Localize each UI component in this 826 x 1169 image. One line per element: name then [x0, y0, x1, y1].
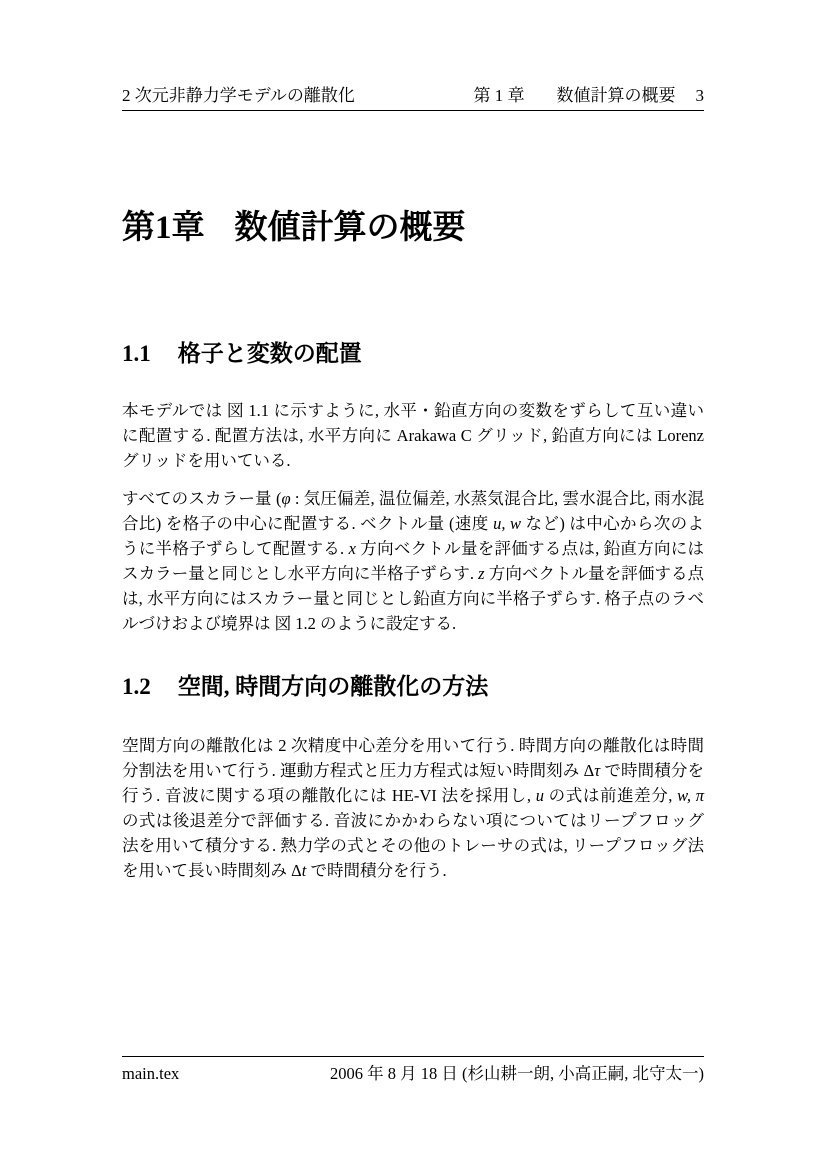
text-run: 空間方向の離散化は 2 次精度中心差分を用いて行う. 時間方向の離散化は時間分割法を用いて行う. 運動方程式と圧力方程式は短い時間刻み — [122, 736, 704, 780]
header-rule — [122, 110, 704, 111]
text-run: : 気圧偏差, 温位偏差, 水蒸気混合比, 雲水混合比, 雨水混合比) を格子の中心に配置する. ベクトル量 (速度 — [122, 489, 704, 533]
footer-filename: main.tex — [122, 1064, 180, 1083]
body-paragraph — [122, 486, 704, 636]
math-variable: w, π — [677, 786, 705, 805]
text-run: の式は前進差分, — [543, 786, 678, 805]
text-run: など) は中心から次のように半格子ずらして配置する. — [122, 514, 704, 558]
header-right-group — [474, 85, 705, 107]
text-run: Δ — [583, 761, 595, 780]
section-heading-1-2 — [122, 672, 704, 702]
math-variable: τ — [594, 761, 601, 780]
header-chapter-title: 数値計算の概要 — [556, 86, 676, 105]
math-variable: z — [478, 564, 485, 583]
math-variable: x — [348, 539, 356, 558]
math-variable: u, w — [493, 514, 522, 533]
page-number: 3 — [695, 86, 704, 105]
math-variable: u — [535, 786, 544, 805]
text-run: 方向ベクトル量を評価する点は, 鉛直方向にはスカラー量と同じとし水平方向に半格子ずらす. — [122, 539, 705, 583]
text-run: の式は後退差分で評価する. 音波にかかわらない項についてはリープフロッグ法を用いて積分する. 熱力学の式とその他のトレーサの式は, リープフロッグ法を用いて長い時間刻み — [122, 811, 704, 880]
text-run: で時間積分を行う. 音波に関する項の離散化には HE-VI 法を採用し, — [122, 761, 705, 805]
chapter-title: 数値計算の概要 — [234, 210, 466, 246]
footer-date-authors: 2006 年 8 月 18 日 (杉山耕一朗, 小高正嗣, 北守太一) — [330, 1064, 704, 1083]
header-left-title: 2 次元非静力学モデルの離散化 — [122, 86, 355, 105]
chapter-number: 第1章 — [122, 210, 205, 246]
text-run: すべてのスカラー量 ( — [122, 489, 282, 508]
section-title: 格子と変数の配置 — [177, 341, 362, 366]
text-run: で時間積分を行う. — [306, 861, 447, 880]
text-run: Δ — [291, 861, 302, 880]
section-number: 1.2 — [122, 674, 151, 699]
running-header — [122, 85, 704, 107]
running-footer — [122, 1063, 704, 1085]
section-title: 空間, 時間方向の離散化の方法 — [177, 674, 489, 699]
body-paragraph — [122, 398, 704, 473]
body-paragraph — [122, 733, 704, 883]
chapter-heading — [122, 207, 704, 249]
text-run: 本モデルでは 図 1.1 に示すように, 水平・鉛直方向の変数をずらして互い違いに配置する. 配置方法は, 水平方向に Arakawa C グリッド, 鉛直方向には Lorenz グリッドを用いている. — [122, 401, 704, 470]
math-variable: φ — [281, 489, 291, 508]
header-chapter-label: 第 1 章 — [473, 86, 525, 105]
math-variable: t — [301, 861, 307, 880]
text-run: 方向ベクトル量を評価する点は, 水平方向にはスカラー量と同じとし鉛直方向に半格子ずらす. 格子点のラベルづけおよび境界は 図 1.2 のように設定する. — [122, 564, 705, 633]
section-number: 1.1 — [122, 341, 151, 366]
section-heading-1-1 — [122, 339, 704, 369]
footer-rule — [122, 1056, 704, 1057]
